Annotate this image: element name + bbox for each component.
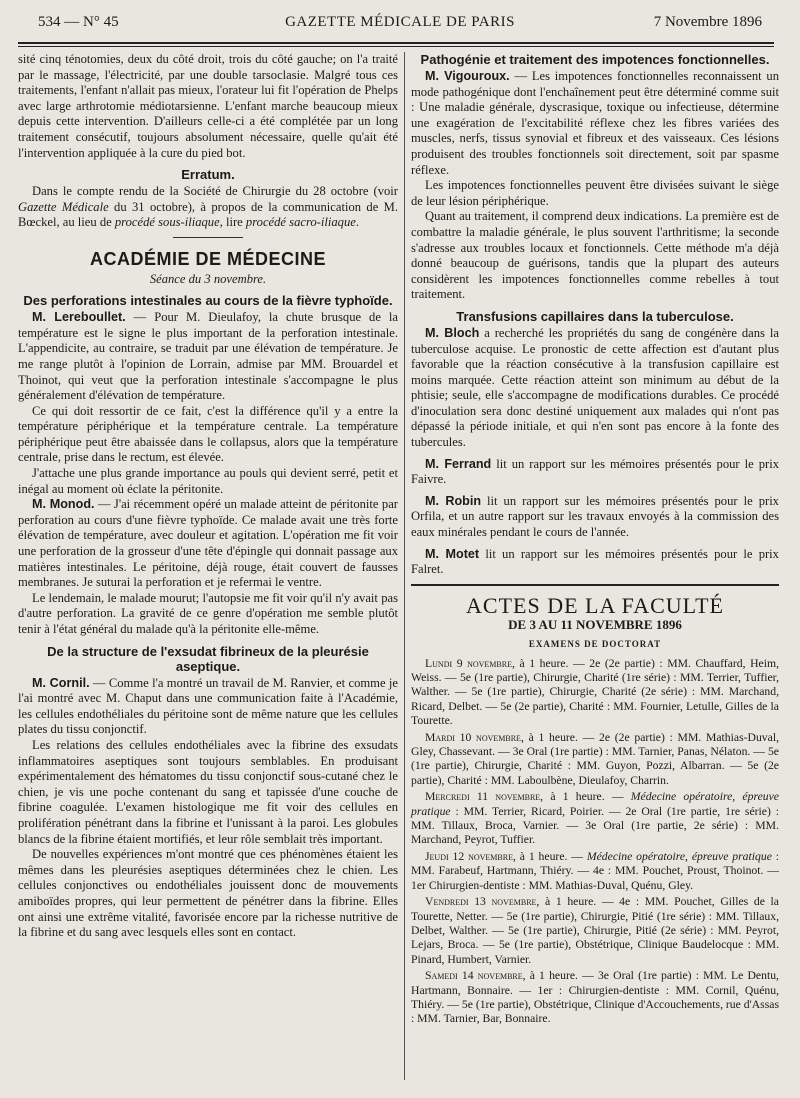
section-title: ACADÉMIE DE MÉDECINE — [89, 248, 327, 269]
article-heading: Des perforations intestinales au cours de la fièvre typhoïde. — [23, 293, 393, 309]
paragraph: M. Lereboullet. — Pour M. Dieulafoy, la chute brusque de la température est le signe le plus important de la perforation intestinale. L'appendicite, au contraire, se traduit par une élévation de température. Je me range plutôt à l'opinion de Lorrain, admise par MM. Brouardel et Thoinot, qui veut que la perforation intestinale s'accompagne le plus généralement d'élévation de température. — [18, 310, 398, 403]
actes-caption: EXAMENS DE DOCTORAT — [528, 639, 662, 649]
paragraph: sité cinq ténotomies, deux du côté droit, trois du côté gauche; on l'a traité par le massage, l'électricité, par une double tarsoclasie. Malgré tous ces traitements, l'enfant n'allait pas mieux, l'orateur lui fit l'opération de Phelps avec large arthrotomie médiotarsienne. L'enfant marche beaucoup mieux depuis cette intervention. D'ailleurs celle-ci a été complétée par un long traitement consécutif, toujours absolument nécessaire, quelle qu'ait été l'intervention appliquée à la cure du pied bot. — [18, 52, 398, 160]
paragraph: De nouvelles expériences m'ont montré que ces phénomènes étaient les mêmes dans les pleurésies aseptiques déterminées chez le chien. Les cellules conjonctives ou endothéliales jouissent donc de mouvements amiboïdes propres, qui leur permettent de pénétrer dans la fibrine. Elles ont ainsi une extrême vitalité, favorisée encore par la richesse nutritive de la fibrine et du sang avec lesquels elles sont en contact. — [18, 847, 398, 940]
schedule-entry: Vendredi 13 novembre, à 1 heure. — 4e : MM. Pouchet, Gilles de la Tourette, Netter. — 5e (1re partie), Chirurgie, Pitié (1re série) : MM. Tillaux, Delbet, Walther. — 5e (1re partie), Chirurgie, Pitié (2e série) : MM. Peyrot, Lejars, Broca. — 5e (1re partie), Obstétrique, Clinique Baudelocque : MM. Pinard, Humbert, Varnier. — [411, 895, 779, 966]
paragraph: M. Vigouroux. — Les impotences fonctionnelles reconnaissent un mode pathogénique dont l'enchaînement peut être déterminé comme suit : Une maladie générale, dyscrasique, toxique ou infectieuse, détermine une exagération de l'excitabilité réflexe chez les fibres variées des muscles, nerfs, tissus synovial et fibreux et des vaisseaux. Ces lésions produisent des troubles fonctionnels soit directement, soit par spasme réflexe. — [411, 69, 779, 177]
erratum-text: Dans le compte rendu de la Société de Chirurgie du 28 octobre (voir Gazette Médicale du 31 octobre), à propos de la communication de M. Bœckel, au lieu de procédé sous-iliaque, lire procédé sacro-iliaque. — [18, 184, 398, 230]
paragraph: M. Monod. — J'ai récemment opéré un malade atteint de péritonite par perforation au cours d'une fièvre typhoïde. Ce malade avait une très forte élévation de température, avec douleur et agitation. L'opération me fit voir une perforation de la grosseur d'une tête d'épingle qui donnait passage aux matières intestinales. Le péritoine, déjà rouge, était couvert de fausses membranes. Je suturai la perforation et je refermai le ventre. — [18, 497, 398, 590]
paragraph: M. Bloch a recherché les propriétés du sang de congénère dans la tuberculose acquise. Le pronostic de cette affection est d'autant plus favorable que la réaction consécutive à la transfusion capillaire est moins marquée. Cette réaction atteint son minimum au début de la phtisie; seule, elle s'accompagne de modifications durables. Ce procédé d'inoculation sera donc destiné uniquement aux malades qui n'ont pas dépassé la période initiale, et qui n'en sont pas encore à la fonte des tubercules. — [411, 325, 779, 450]
article-heading: Pathogénie et traitement des impotences fonctionnelles. — [420, 52, 770, 67]
paragraph: M. Robin lit un rapport sur les mémoires présentés pour le prix Orfila, et un autre rapport sur les travaux envoyés à la commission des eaux minérales pendant le cours de l'année. — [411, 493, 779, 540]
exam-schedule — [411, 657, 779, 1027]
schedule-entry: Mardi 10 novembre, à 1 heure. — 2e (2e partie) : MM. Mathias-Duval, Gley, Chassevant. — 3e Oral (1re partie) : MM. Tarnier, Panas, Nélaton. — 5e (1re partie), Chirurgie, Charité : MM. Guyon, Pozzi, Albarran. — 5e (2e partie), Charité : MM. Laboulbène, Dieulafoy, Charrin. — [411, 730, 780, 787]
paragraph: Les impotences fonctionnelles peuvent être divisées suivant le siège de leur lésion périphérique. — [411, 178, 779, 208]
left-column — [18, 52, 398, 1080]
article-heading: De la structure de l'exsudat fibrineux de la pleurésie aseptique. — [47, 643, 369, 674]
paragraph: Le lendemain, le malade mourut; l'autopsie me fit voir qu'il n'y avait pas d'autre perforation. La gravité de ce genre d'opération me semble plutôt tenir à l'état général du malade qu'à la péritonite elle-même. — [18, 590, 398, 636]
divider — [173, 237, 243, 238]
paragraph: M. Ferrand lit un rapport sur les mémoires présentés pour le prix Faivre. — [411, 456, 779, 487]
paragraph: Les relations des cellules endothéliales avec la fibrine des exsudats inflammatoires aseptiques sont toujours semblables. En produisant expérimentalement des hématomes du tissu conjonctif sous-cutané chez le chien, je vis une poche contenant du sang et tapissée d'une couche de fibrine coagulée. L'examen histologique me fit voir des cellules en prolifération pénétrant dans la fibrine et l'unissant à la paroi. Les globules blancs de la fibrine étaient mortifiés, et leur rôle semblait très important. — [18, 737, 398, 846]
session-date: Séance du 3 novembre. — [149, 271, 267, 286]
issue-date: 7 Novembre 1896 — [653, 14, 762, 30]
article-heading: Transfusions capillaires dans la tuberculose. — [456, 308, 734, 324]
section-rule — [411, 584, 779, 586]
journal-title: GAZETTE MÉDICALE DE PARIS — [285, 14, 515, 30]
actes-title: ACTES DE LA FACULTÉ — [466, 592, 724, 618]
page-header — [38, 14, 762, 36]
schedule-entry: Lundi 9 novembre, à 1 heure. — 2e (2e partie) : MM. Chauffard, Heim, Weiss. — 5e (1re partie), Chirurgie, Charité (1re série) : MM. Terrier, Tuffier, Walther. — 5e (1re partie), Chirurgie, Charité (2e série) : MM. Marchand, Ricard, Delbet. — 5e (2e partie), Charité : MM. Fournier, Letulle, Gilles de la Tourette. — [411, 656, 779, 728]
schedule-entry: Jeudi 12 novembre, à 1 heure. — Médecine opératoire, épreuve pratique : MM. Farabeuf, Hartmann, Thiéry. — 4e : MM. Pouchet, Proust, Thoinot. — 1er Chirurgien-dentiste : MM. Mathias-Duval, Quénu, Gley. — [411, 849, 780, 892]
header-rule — [18, 42, 774, 47]
schedule-entry: Mercredi 11 novembre, à 1 heure. — Médecine opératoire, épreuve pratique : MM. Terrier, Ricard, Poirier. — 2e Oral (1re partie, 1re série) : MM. Tillaux, Broca, Varnier. — 3e Oral (1re partie, 2e série) : MM. Marchand, Peyrot, Tuffier. — [411, 790, 779, 847]
page-number: 534 — N° 45 — [38, 14, 119, 30]
paragraph: M. Cornil. — Comme l'a montré un travail de M. Ranvier, et comme je l'ai montré avec M. Chaput dans une communication faite à l'Académie, les cellules endothéliales du péritoine sont de même nature que les cellules plates du tissu conjonctif. — [18, 675, 398, 737]
paragraph: Ce qui doit ressortir de ce fait, c'est la différence qu'il y a entre la température périphérique et la température centrale. La température périphérique peut être abaissée dans le collapsus, alors que la température centrale, prise dans le rectum, est élevée. — [18, 403, 398, 465]
right-column — [411, 52, 779, 1080]
erratum-heading: Erratum. — [181, 167, 235, 183]
paragraph: M. Motet lit un rapport sur les mémoires présentés pour le prix Falret. — [411, 546, 779, 577]
paragraph: Quant au traitement, il comprend deux indications. La première est de combattre la maladie générale, le plus souvent l'arthritisme; la seconde s'adresse aux troubles locaux et fonctionnels. Cette méthode m'a déjà donné beaucoup de guérisons, tandis que la plupart des auteurs considèrent les impotences fonctionnelles comme rebelles à tout traitement. — [411, 209, 779, 302]
column-divider — [404, 52, 405, 1080]
schedule-entry: Samedi 14 novembre, à 1 heure. — 3e Oral (1re partie) : MM. Le Dentu, Hartmann, Bonnaire. — 1er : Chirurgien-dentiste : MM. Cornil, Quénu, Thiéry. — 5e (1re partie), Obstétrique, Clinique d'Accouchements, rue d'Assas : MM. Tarnier, Bar, Bonnaire. — [411, 969, 779, 1026]
paragraph: J'attache une plus grande importance au pouls qui devient serré, petit et inégal au moment où éclate la péritonite. — [18, 466, 398, 496]
actes-subtitle: DE 3 AU 11 NOVEMBRE 1896 — [508, 617, 682, 633]
